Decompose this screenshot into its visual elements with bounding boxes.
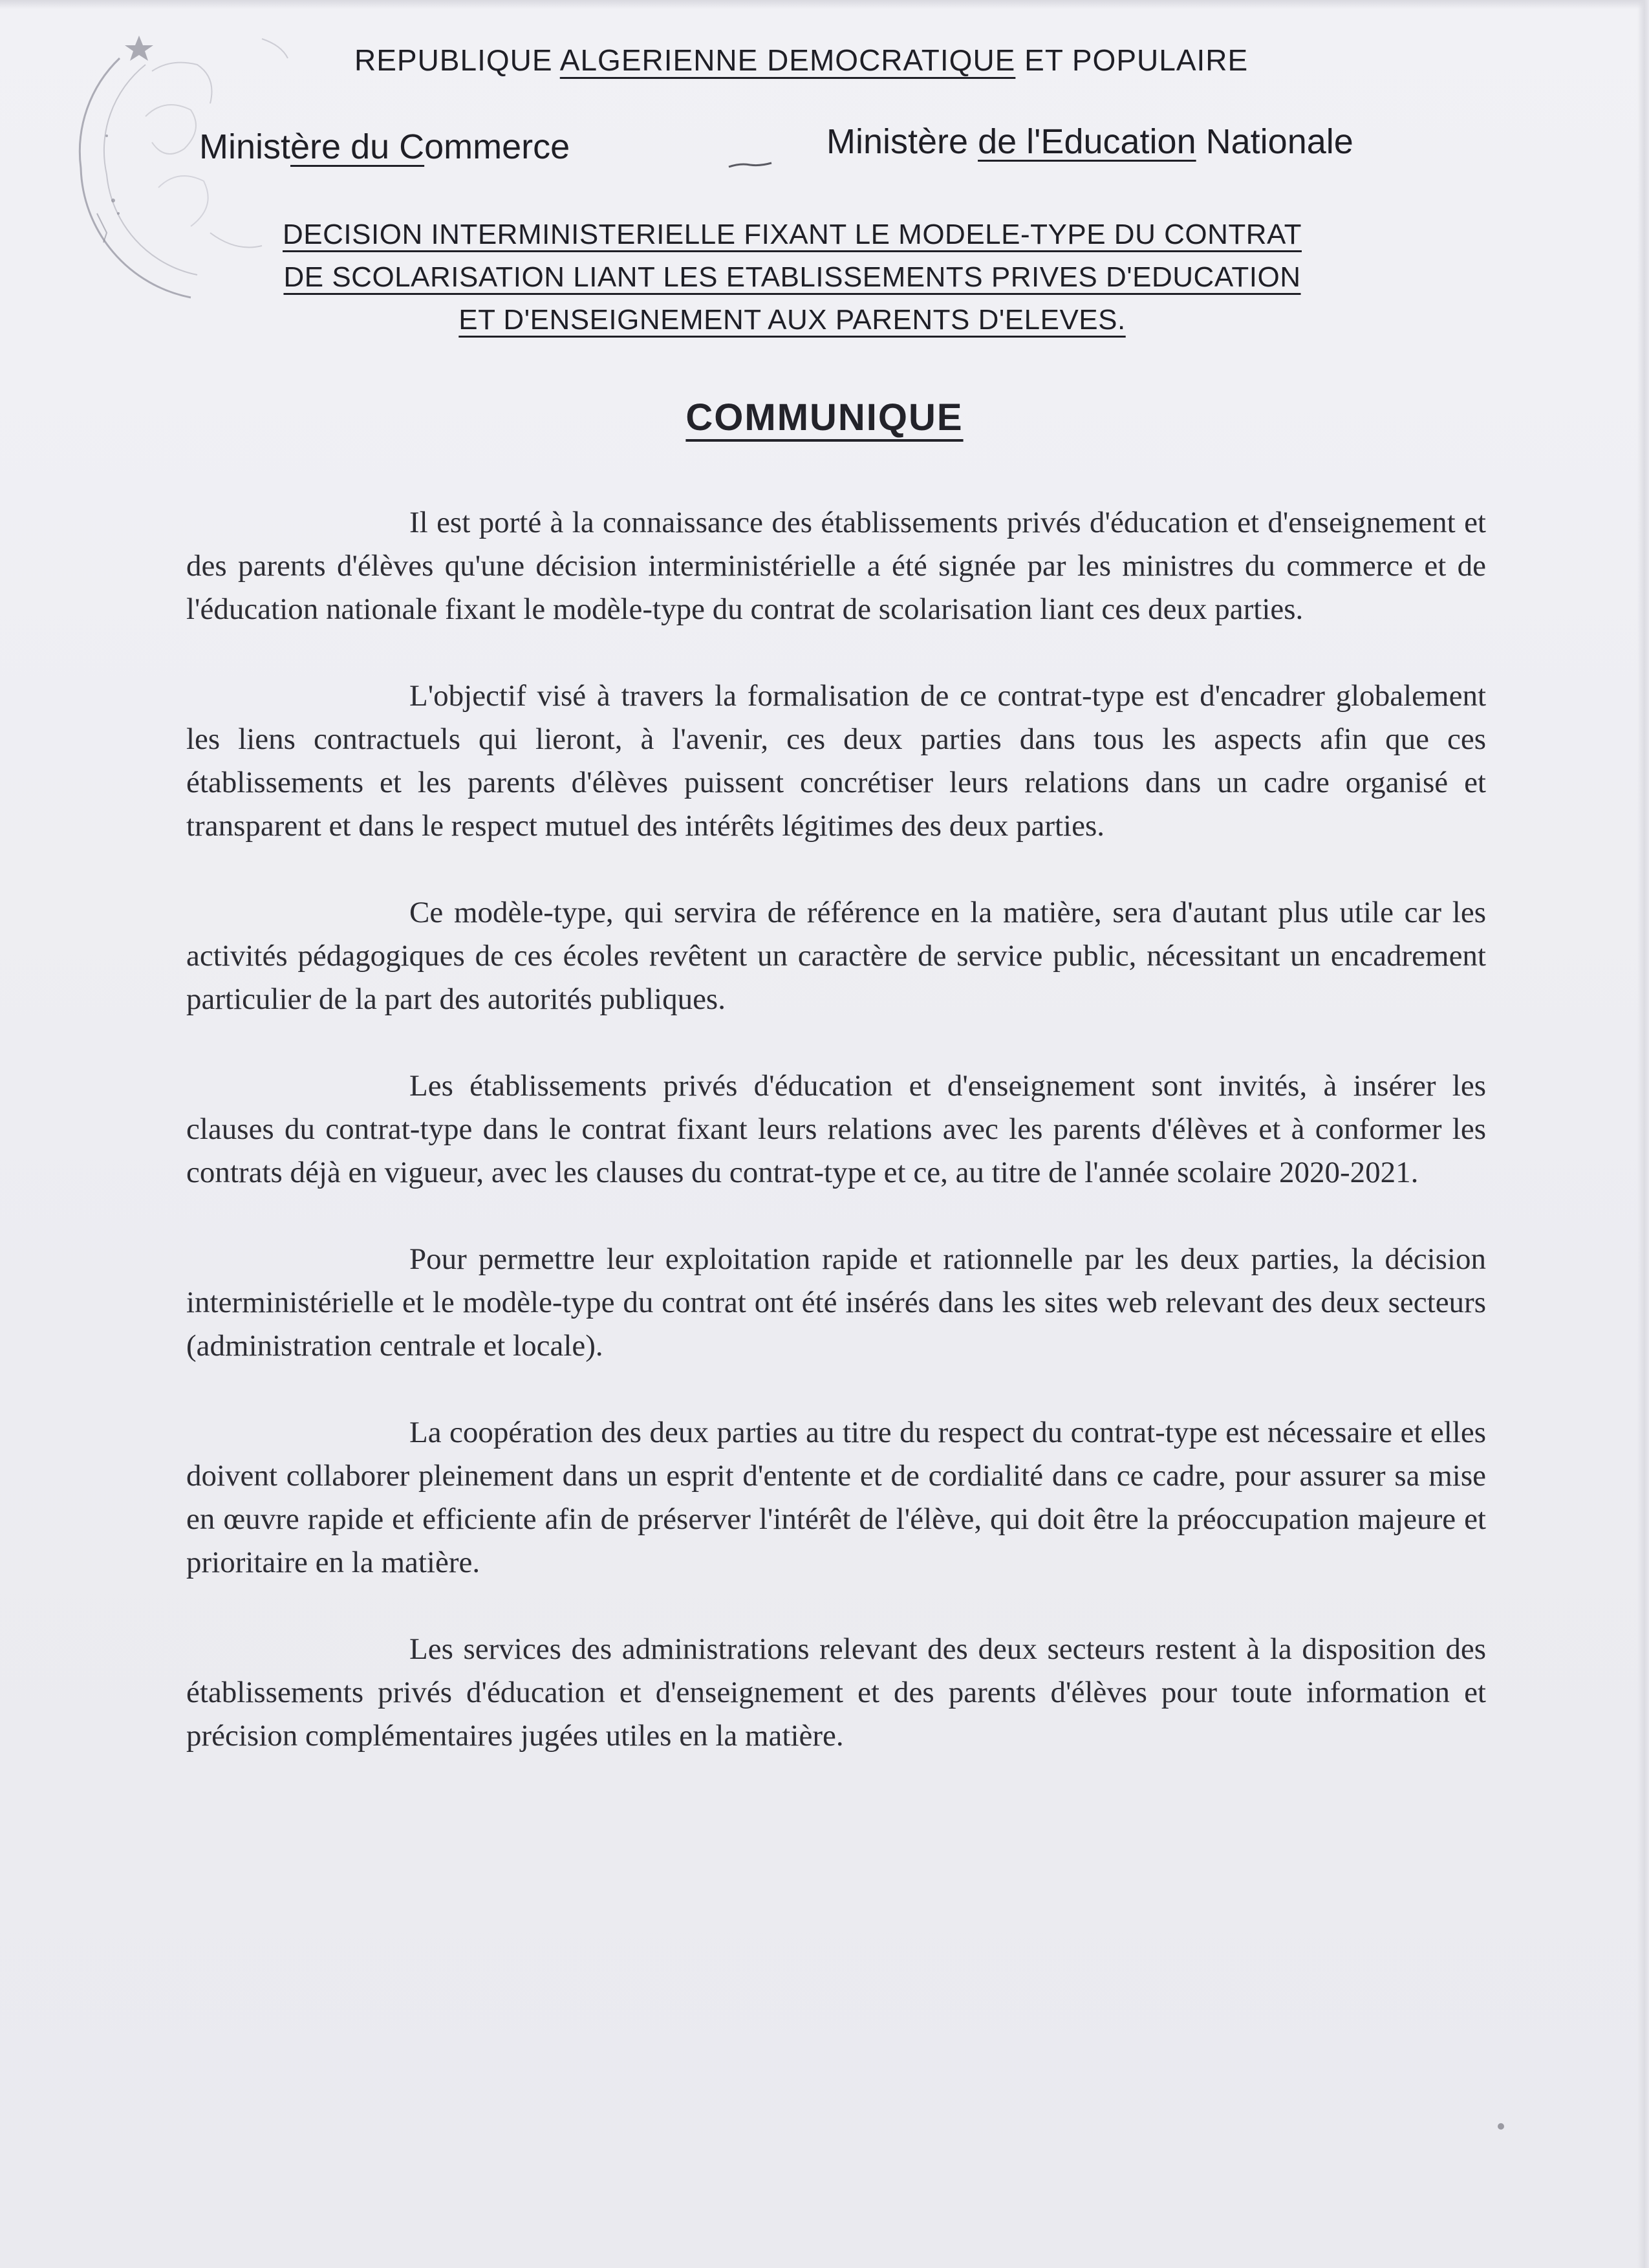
scan-top-edge — [0, 0, 1649, 9]
communique-title: COMMUNIQUE — [685, 396, 964, 438]
communique-body — [186, 501, 1486, 1801]
paragraph-5: Pour permettre leur exploitation rapide et rationnelle par les deux parties, la décision interministérielle et le modèle-type du contrat ont été insérés dans les sites web relevant des deux secteurs (administration centrale et locale). — [186, 1242, 1486, 1363]
ministry-education-heading: Ministère de l'Education Nationale — [826, 122, 1353, 161]
scan-speck — [1498, 2123, 1504, 2130]
paragraph-3: Ce modèle-type, qui servira de référence en la matière, sera d'autant plus utile car les activités pédagogiques de ces écoles revêtent un caractère de service public, nécessitant un encadrement particulier de la part des autorités publiques. — [186, 896, 1486, 1016]
decision-line-3: ET D'ENSEIGNEMENT AUX PARENTS D'ELEVES. — [458, 304, 1126, 336]
decision-line-1: DECISION INTERMINISTERIELLE FIXANT LE MODELE-TYPE DU CONTRAT — [283, 219, 1302, 250]
decision-line-2: DE SCOLARISATION LIANT LES ETABLISSEMENTS PRIVES D'EDUCATION — [283, 261, 1301, 293]
paragraph-6: La coopération des deux parties au titre du respect du contrat-type est nécessaire et elles doivent collaborer pleinement dans un esprit d'entente et de cordialité dans ce cadre, pour assurer sa mise en œuvre rapide et efficiente afin de préserver l'intérêt de l'élève, qui doit être la préoccupation majeure et prioritaire en la matière. — [186, 1416, 1486, 1579]
paragraph-7: Les services des administrations relevant des deux secteurs restent à la disposition des établissements privés d'éducation et d'enseignement et des parents d'élèves pour toute information et précision complémentaires jugées utiles en la matière. — [186, 1632, 1486, 1753]
paragraph-4: Les établissements privés d'éducation et d'enseignement sont invités, à insérer les clauses du contrat-type dans le contrat fixant leurs relations avec les parents d'élèves et à conformer les contrats déjà en vigueur, avec les clauses du contrat-type et ce, au titre de l'année scolaire 2020-2021. — [186, 1069, 1486, 1189]
separator-mark-icon — [727, 162, 773, 168]
republic-heading: REPUBLIQUE ALGERIENNE DEMOCRATIQUE ET POPULAIRE — [354, 43, 1249, 77]
paragraph-1: Il est porté à la connaissance des établissements privés d'éducation et d'enseignement et des parents d'élèves qu'une décision interministérielle a été signée par les ministres du commerce et de l'éducation nationale fixant le modèle-type du contrat de scolarisation liant ces deux parties. — [186, 506, 1486, 626]
decision-heading — [188, 213, 1397, 341]
scan-right-edge — [1637, 0, 1649, 2268]
ministry-commerce-heading: Ministère du Commerce — [199, 127, 570, 166]
paragraph-2: L'objectif visé à travers la formalisation de ce contrat-type est d'encadrer globalement les liens contractuels qui lieront, à l'avenir, ces deux parties dans tous les aspects afin que ces établissements et les parents d'élèves puissent concrétiser leurs relations dans un cadre organisé et transparent et dans le respect mutuel des intérêts légitimes des deux parties. — [186, 679, 1486, 843]
